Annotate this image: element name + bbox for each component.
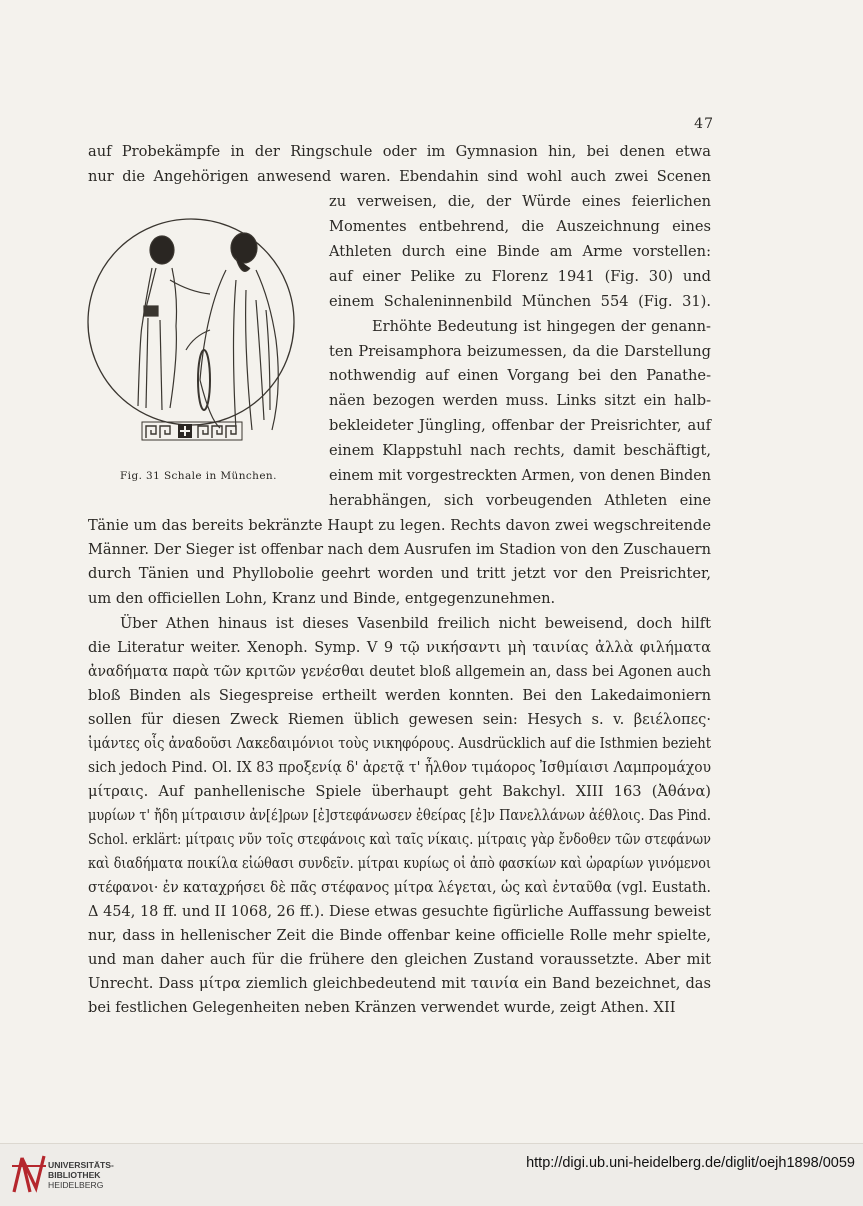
- text-line: einem mit vorgestreckten Armen, von denen Binden: [329, 467, 711, 484]
- text-line: bei festlichen Gelegenheiten neben Kränzen verwendet wurde, zeigt Athen. XII: [88, 999, 676, 1016]
- text-line: nur die Angehörigen anwesend waren. Ebendahin sind wohl auch zwei Scenen: [88, 168, 711, 185]
- text-line: und man daher auch für die frühere den gleichen Zustand voraussetzte. Aber mit: [88, 951, 711, 968]
- text-line: auf einer Pelike zu Florenz 1941 (Fig. 30) und: [329, 268, 711, 285]
- text-line: durch Tänien und Phyllobolie geehrt worden und tritt jetzt vor den Preisrichter,: [88, 565, 711, 582]
- text-line: Momentes entbehrend, die Auszeichnung eines: [329, 218, 711, 235]
- text-line: μυρίων τ' ἤδη μίτραισιν ἀν[έ]ρων [ἐ]στεφάνωσεν ἐθείρας [ἐ]ν Πανελλάνων ἀέθλοις. Das Pind.: [88, 807, 711, 824]
- text-line: nur, dass in hellenischer Zeit die Binde offenbar keine officielle Rolle mehr spielte,: [88, 927, 711, 944]
- text-line: μίτραις. Auf panhellenische Spiele überhaupt geht Bakchyl. XIII 163 (Ἀθάνα): [88, 783, 711, 800]
- text-line: näen bezogen werden muss. Links sitzt ein halb-: [329, 392, 711, 409]
- library-name: [48, 1160, 114, 1190]
- text-line: zu verweisen, die, der Würde eines feierlichen: [329, 193, 711, 210]
- text-line: καὶ διαδήματα ποικίλα εἰώθασι συνδεῖν. μίτραι κυρίως οἱ ἀπὸ φασκίων καὶ ὠραρίων γινόμενοι: [88, 855, 711, 872]
- text-line: στέφανοι· ἐν καταχρήσει δὲ πᾶς στέφανος μίτρα λέγεται, ὡς καὶ ἐνταῦθα (vgl. Eustath.: [88, 879, 711, 896]
- text-line: herabhängen, sich vorbeugenden Athleten eine: [329, 492, 711, 509]
- library-emblem-icon: [10, 1152, 50, 1196]
- library-name-line2: BIBLIOTHEK: [48, 1170, 101, 1180]
- text-line: Tänie um das bereits bekränzte Haupt zu legen. Rechts davon zwei wegschreitende: [88, 517, 711, 534]
- text-line: die Literatur weiter. Xenoph. Symp. V 9 τῷ νικήσαντι μὴ ταινίας ἀλλὰ φιλήματα: [88, 639, 711, 656]
- text-line: Über Athen hinaus ist dieses Vasenbild freilich nicht beweisend, doch hilft: [120, 615, 711, 632]
- text-line: ἱμάντες οἷς ἀναδοῦσι Λακεδαιμόνιοι τοὺς νικηφόρους. Ausdrücklich auf die Isthmien bezieht: [88, 735, 711, 752]
- figure-cup-illustration: [86, 210, 316, 480]
- text-line: Männer. Der Sieger ist offenbar nach dem Ausrufen im Stadion von den Zuschauern: [88, 541, 711, 558]
- text-line: sollen für diesen Zweck Riemen üblich gewesen sein: Hesych s. v. βειέλοπες·: [88, 711, 711, 728]
- text-line: Δ 454, 18 ff. und II 1068, 26 ff.). Diese etwas gesuchte figürliche Auffassung beweist: [88, 903, 711, 920]
- text-line: sich jedoch Pind. Ol. IX 83 προξενίᾳ δ' ἀρετᾷ τ' ἦλθον τιμάορος Ἰσθμίαισι Λαμπρομάχου: [88, 759, 711, 776]
- text-line: bloß Binden als Siegespreise ertheilt werden konnten. Bei den Lakedaimoniern: [88, 687, 711, 704]
- text-line: ἀναδήματα παρὰ τῶν κριτῶν γενέσθαι deutet bloß allgemein an, dass bei Agonen auch: [88, 663, 711, 680]
- library-name-line1: UNIVERSITÄTS-: [48, 1160, 114, 1170]
- figure-caption: Fig. 31 Schale in München.: [120, 470, 277, 482]
- text-line: einem Klappstuhl nach rechts, damit beschäftigt,: [329, 442, 711, 459]
- page-number: 47: [694, 116, 714, 132]
- cup-medallion-drawing: [86, 210, 316, 460]
- text-line: bekleideter Jüngling, offenbar der Preisrichter, auf: [329, 417, 711, 434]
- text-line: um den officiellen Lohn, Kranz und Binde, entgegenzunehmen.: [88, 590, 556, 607]
- text-line: Erhöhte Bedeutung ist hingegen der genann-: [372, 318, 711, 335]
- library-name-line3: HEIDELBERG: [48, 1180, 104, 1190]
- footer-bar: [0, 1143, 863, 1206]
- text-line: nothwendig auf einen Vorgang bei den Panathe-: [329, 367, 711, 384]
- text-line: einem Schaleninnenbild München 554 (Fig. 31).: [329, 293, 711, 310]
- text-line: Schol. erklärt: μίτραις νῦν τοῖς στεφάνοις καὶ ταῖς νίκαις. μίτραις γὰρ ἔνδοθεν τῶν στεφάνων: [88, 831, 711, 848]
- source-url-link[interactable]: http://digi.ub.uni-heidelberg.de/diglit/oejh1898/0059: [526, 1155, 855, 1171]
- text-line: ten Preisamphora beizumessen, da die Darstellung: [329, 343, 711, 360]
- text-line: Unrecht. Dass μίτρα ziemlich gleichbedeutend mit ταινία ein Band bezeichnet, das: [88, 975, 711, 992]
- text-line: auf Probekämpfe in der Ringschule oder im Gymnasion hin, bei denen etwa: [88, 143, 711, 160]
- text-line: Athleten durch eine Binde am Arme vorstellen:: [329, 243, 711, 260]
